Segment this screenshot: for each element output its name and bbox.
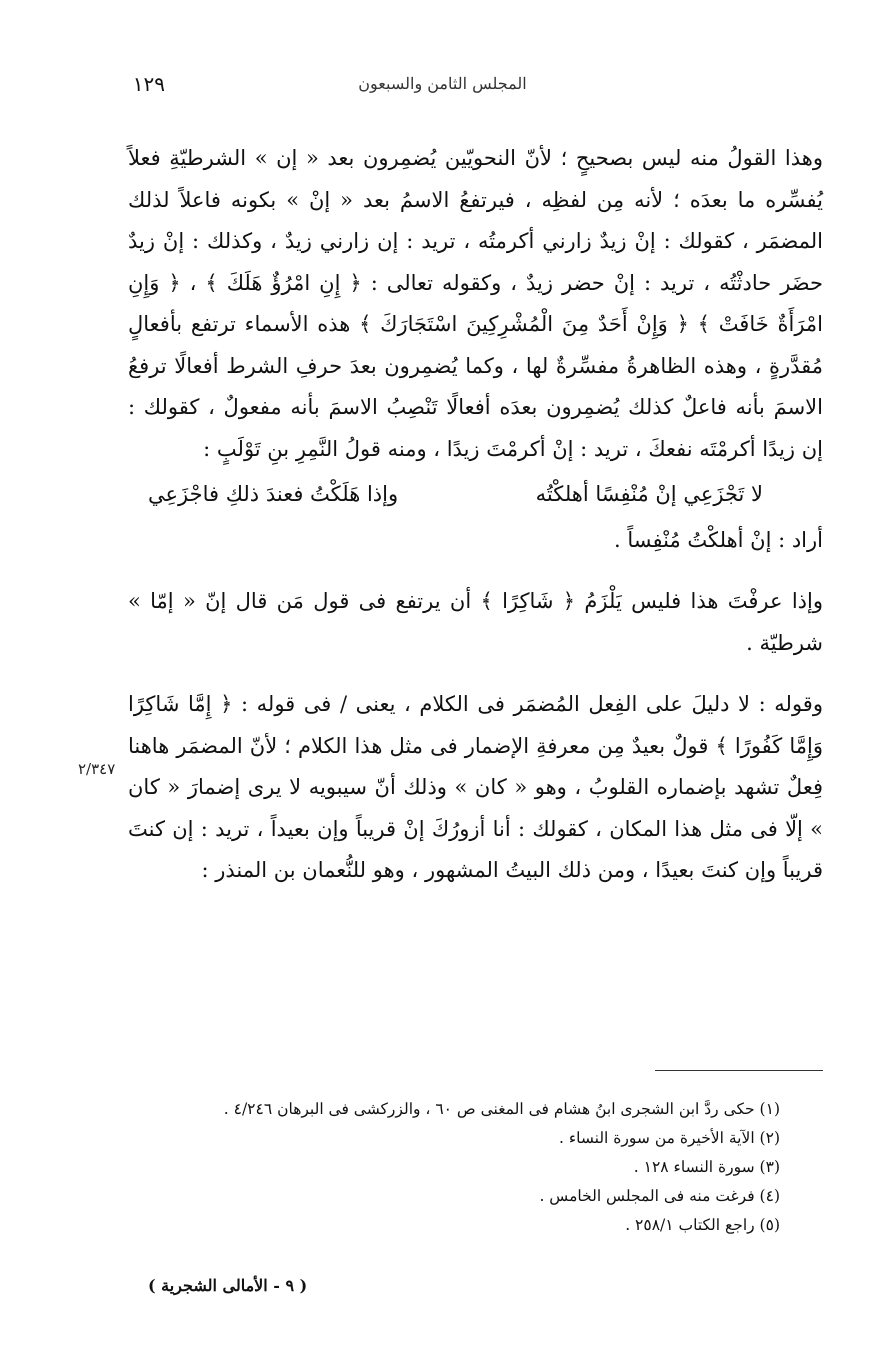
footnote-divider <box>655 1070 823 1071</box>
paragraph-4: وقوله : لا دليلَ على الفِعل المُضمَر فى الكلام ، يعنى / فى قوله : ﴿ إِمَّا شَاكِرًا وَإِمَّا كَفُورًا ﴾ قولٌ بعيدٌ مِن معرفةِ الإضمار فى مثل هذا الكلام ؛ لأنّ المضمَر هاهنا فِعلٌ تشهد بإضماره القلوبُ ، وهو « كان » وذلك أنّ سيبويه لا يرى إضمارَ « كان » إلّا فى مثل هذا المكان ، كقولك : أنا أزورُكَ إنْ قريباً وإن بعيداً ، تريد : إن كنتَ قريباً وإن كنتَ بعيدًا ، ومن ذلك البيتُ المشهور ، وهو للنُّعمان بن المنذر : <box>128 692 823 882</box>
main-text <box>128 138 823 892</box>
verse-second-hemistich: وإذا هَلَكْتُ فعندَ ذلكِ فاجْزَعِي <box>148 482 399 506</box>
footnote-3: (٣) سورة النساء ١٢٨ . <box>633 1158 780 1176</box>
footnote-4: (٤) فرغت منه فى المجلس الخامس . <box>539 1187 780 1205</box>
verse <box>128 474 823 516</box>
running-head: المجلس الثامن والسبعون <box>358 74 527 93</box>
verse-first-hemistich: لا تَجْزَعِي إنْ مُنْفِسًا أهلكْتُه <box>535 482 763 506</box>
paragraph-3: وإذا عرفْتَ هذا فليس يَلْزَمُ ﴿ شَاكِرًا ﴾ أن يرتفع فى قول مَن قال إنّ « إمّا » شرطيّة . <box>128 589 823 655</box>
paragraph-1: وهذا القولُ منه ليس بصحيحٍ ؛ لأنّ النحويّين يُضمِرون بعد « إن » الشرطيّةِ فعلاً يُفسِّره ما بعدَه ؛ لأنه مِن لفظِه ، فيرتفعُ الاسمُ بعد « إنْ » بكونه فاعلاً لذلك المضمَر ، كقولك : إنْ زيدٌ زارني أكرمتُه ، تريد : إن زارني زيدٌ ، وكذلك : إنْ زيدٌ حضَر حادثْتُه ، تريد : إنْ حضر زيدٌ ، وكقوله تعالى : ﴿ إِنِ امْرُؤٌ هَلَكَ ﴾ ، ﴿ وَإِنِ امْرَأَةٌ خَافَتْ ﴾ ﴿ وَإِنْ أَحَدٌ مِنَ الْمُشْرِكِينَ اسْتَجَارَكَ ﴾ هذه الأسماء ترتفع بأفعالٍ مُقدَّرةٍ ، وهذه الظاهرةُ مفسِّرةٌ لها ، وكما يُضمِرون بعدَ حرفِ الشرط أفعالًا ترفعُ الاسمَ بأنه فاعلٌ كذلك يُضمِرون بعدَه أفعالًا تَنْصِبُ الاسمَ بأنه مفعولٌ ، كقولك : إن زيدًا أكرمْتَه نفعكَ ، تريد : إنْ أكرمْتَ زيدًا ، ومنه قولُ النَّمِرِ بنِ تَوْلَبٍ : <box>128 146 823 461</box>
footnote-2: (٢) الآية الأخيرة من سورة النساء . <box>558 1129 780 1147</box>
page-header <box>60 72 825 102</box>
footnote-5: (٥) راجع الكتاب ٢٥٨/١ . <box>625 1216 780 1234</box>
paragraph-2: أراد : إنْ أهلكْتُ مُنْفِساً . <box>614 527 823 552</box>
margin-note: ٢/٣٤٧ <box>78 760 116 778</box>
footnote-1: (١) حكى ردَّ ابن الشجرى ابنُ هشام فى المغنى ص ٦٠ ، والزركشى فى البرهان ٤/٢٤٦ . <box>223 1100 780 1118</box>
page-number: ١٢٩ <box>132 72 165 96</box>
signature-mark: ( ٩ - الأمالى الشجرية ) <box>148 1276 308 1295</box>
footnotes <box>130 1095 780 1240</box>
